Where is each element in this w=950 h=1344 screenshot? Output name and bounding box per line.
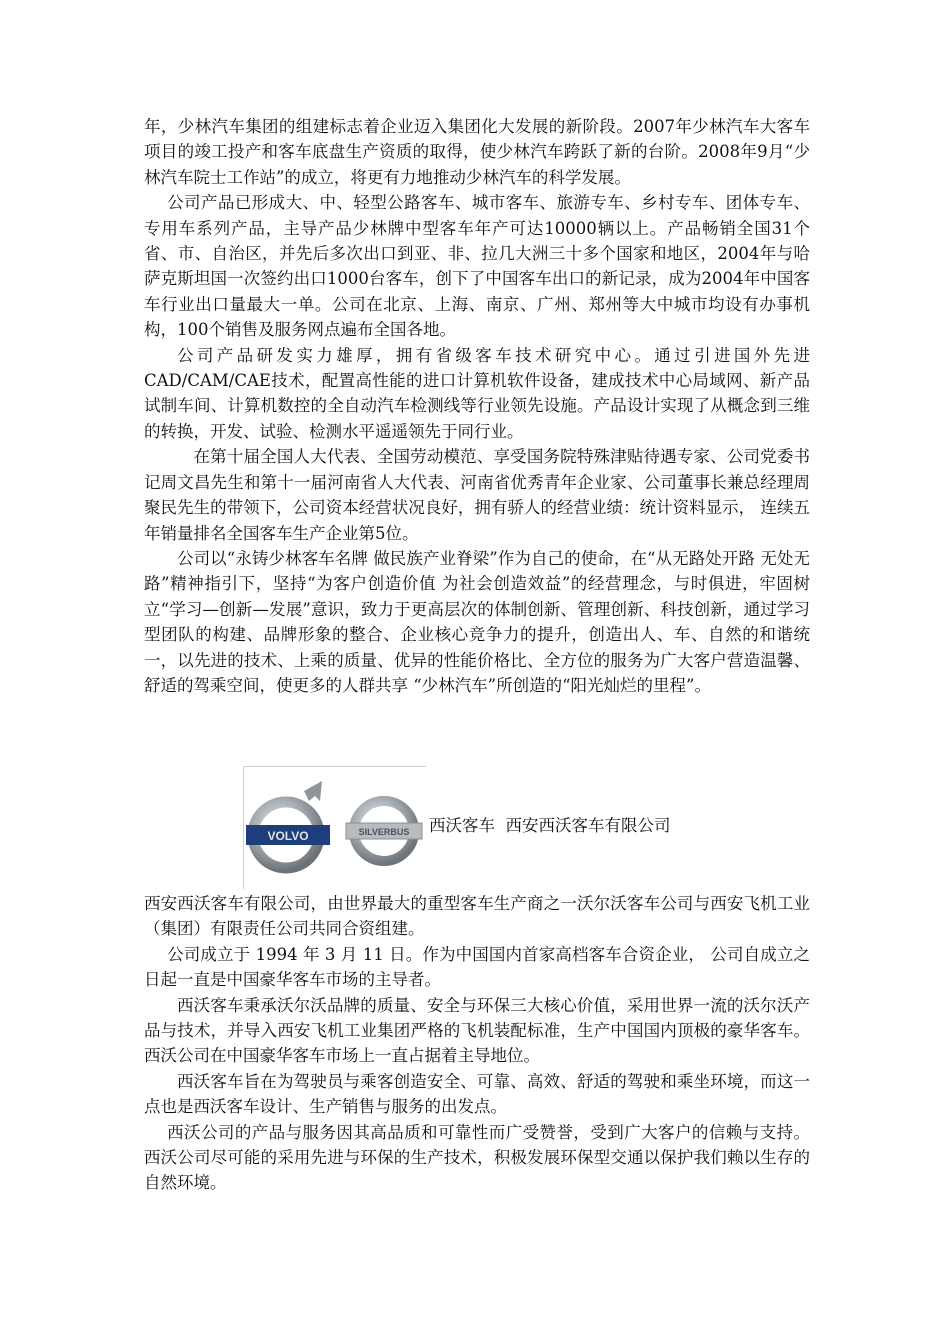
- paragraph-joint-venture: 西安西沃客车有限公司，由世界最大的重型客车生产商之一沃尔沃客车公司与西安飞机工业（集团）有限责任公司共同合资组建。: [144, 894, 810, 939]
- svg-text:SILVERBUS: SILVERBUS: [358, 827, 410, 837]
- paragraph-mission: 公司以“永铸少林客车名牌 做民族产业脊梁”作为自己的使命，在“从无路处开路 无处无路”精神指引下，坚持“为客户创造价值 为社会创造效益”的经营理念，与时俱进，牢固树立“学习—创新—发展”意识，致力于更高层次的体制创新、管理创新、科技创新，通过学习型团队的构建、品牌形象的整合、企业核心竞争力的提升，创造出人、车、自然的和谐统一，以先进的技术、上乘的质量、优异的性能价格比、全方位的服务为广大客户营造温馨、舒适的驾乘空间，使更多的人群共享 “少林汽车”所创造的“阳光灿烂的里程”。: [144, 548, 810, 695]
- logo-image-frame: [243, 766, 426, 889]
- logo-caption: 西沃客车 西安西沃客车有限公司: [429, 816, 671, 835]
- xiwo-intro-section: [144, 891, 810, 1196]
- paragraph-leadership: 在第十届全国人大代表、全国劳动模范、享受国务院特殊津贴待遇专家、公司党委书记周文昌先生和第十一届河南省人大代表、河南省优秀青年企业家、公司董事长兼总经理周聚民先生的带领下，公司资本经营状况良好，拥有骄人的经营业绩：统计资料显示， 连续五年销量排名全国客车生产企业第5位。: [144, 447, 810, 543]
- paragraph-reputation: 西沃公司的产品与服务因其高品质和可靠性而广受赞誉，受到广大客户的信赖与支持。西沃公司尽可能的采用先进与环保的生产技术，积极发展环保型交通以保护我们赖以生存的自然环境。: [144, 1122, 810, 1193]
- company-intro-section: [144, 114, 810, 698]
- silverbus-ring-icon: [344, 787, 424, 877]
- paragraph-founding: 公司成立于 1994 年 3 月 11 日。作为中国国内首家高档客车合资企业， 公司自成立之日起一直是中国豪华客车市场的主导者。: [144, 944, 810, 990]
- svg-text:VOLVO: VOLVO: [267, 829, 309, 843]
- volvo-iron-mark-icon: [246, 777, 330, 877]
- paragraph-history: 年，少林汽车集团的组建标志着企业迈入集团化大发展的新阶段。2007年少林汽车大客车项目的竣工投产和客车底盘生产资质的取得，使少林汽车跨跃了新的台阶。2008年9月“少林汽车院士工作站”的成立，将更有力地推动少林汽车的科学发展。: [144, 117, 810, 187]
- logo-section: [243, 766, 713, 888]
- paragraph-values: 西沃客车秉承沃尔沃品牌的质量、安全与环保三大核心价值，采用世界一流的沃尔沃产品与技术，并导入西安飞机工业集团严格的飞机装配标准，生产中国国内顶极的豪华客车。西沃公司在中国豪华客车市场上一直占据着主导地位。: [144, 995, 810, 1066]
- paragraph-goal: 西沃客车旨在为驾驶员与乘客创造安全、可靠、高效、舒适的驾驶和乘坐环境，而这一点也是西沃客车设计、生产销售与服务的出发点。: [144, 1071, 810, 1117]
- paragraph-rnd: 公司产品研发实力雄厚，拥有省级客车技术研究中心。通过引进国外先进CAD/CAM/CAE技术，配置高性能的进口计算机软件设备，建成技术中心局域网、新产品试制车间、计算机数控的全自动汽车检测线等行业领先设施。产品设计实现了从概念到三维的转换，开发、试验、检测水平遥遥领先于同行业。: [144, 345, 810, 441]
- paragraph-products: 公司产品已形成大、中、轻型公路客车、城市客车、旅游专车、乡村专车、团体专车、专用车系列产品，主导产品少林牌中型客车年产可达10000辆以上。产品畅销全国31个省、市、自治区，并先后多次出口到亚、非、拉几大洲三十多个国家和地区，2004年与哈萨克斯坦国一次签约出口1000台客车，创下了中国客车出口的新记录，成为2004年中国客车行业出口量最大一单。公司在北京、上海、南京、广州、郑州等大中城市均设有办事机构，100个销售及服务网点遍布全国各地。: [144, 193, 810, 340]
